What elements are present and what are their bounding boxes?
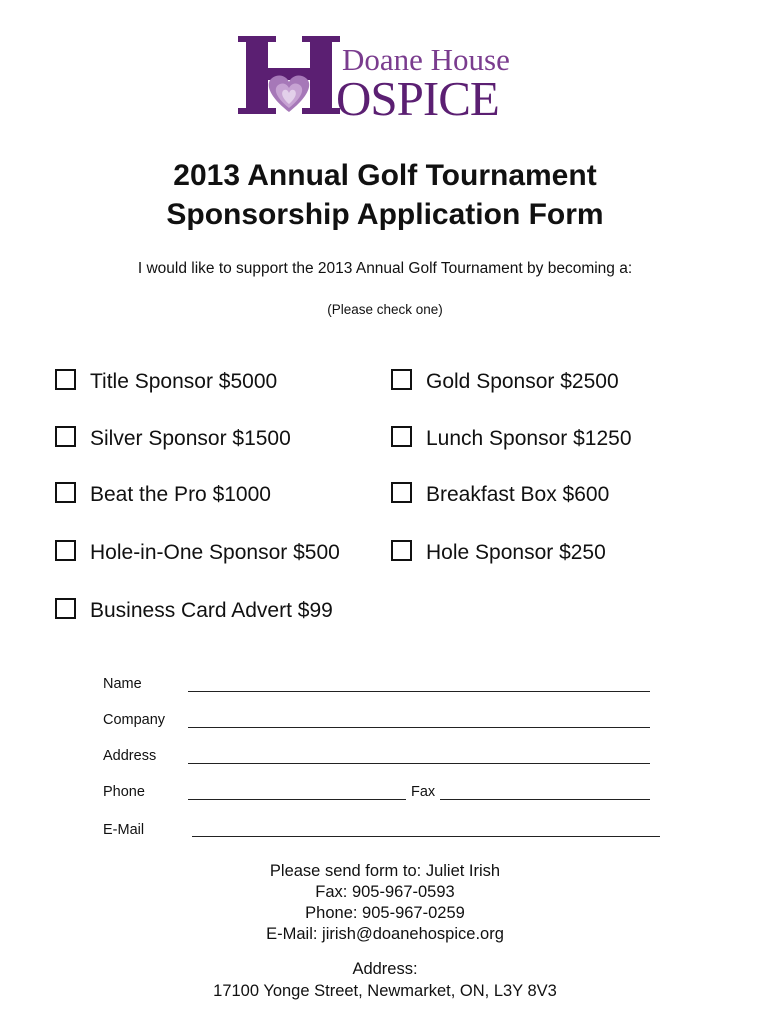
option-beat-the-pro[interactable] [55, 483, 271, 507]
option-business-card-advert[interactable] [55, 599, 333, 623]
checkbox[interactable] [55, 598, 76, 619]
option-breakfast-box[interactable] [391, 483, 609, 507]
company-label: Company [103, 712, 166, 728]
name-label: Name [103, 676, 142, 692]
option-label: Lunch Sponsor $1250 [426, 427, 632, 450]
check-note: (Please check one) [327, 302, 443, 317]
checkbox[interactable] [391, 482, 412, 503]
option-label: Silver Sponsor $1500 [90, 427, 291, 450]
footer-email: E-Mail: jirish@doanehospice.org [266, 925, 504, 943]
email-label: E-Mail [103, 822, 145, 838]
checkbox[interactable] [391, 369, 412, 390]
page-title [0, 156, 770, 234]
option-hole-in-one-sponsor[interactable] [55, 541, 340, 565]
checkbox[interactable] [391, 540, 412, 561]
checkbox[interactable] [391, 426, 412, 447]
title-line-1: 2013 Annual Golf Tournament [173, 159, 597, 192]
send-to-text: Please send form to: Juliet Irish [269, 862, 501, 880]
checkbox[interactable] [55, 482, 76, 503]
name-field[interactable] [188, 691, 650, 692]
checkbox[interactable] [55, 369, 76, 390]
phone-field[interactable] [188, 799, 406, 800]
checkbox[interactable] [55, 540, 76, 561]
company-field[interactable] [188, 727, 650, 728]
option-label: Hole-in-One Sponsor $500 [90, 541, 340, 564]
footer-address: 17100 Yonge Street, Newmarket, ON, L3Y 8V3 [213, 982, 557, 1000]
address-label: Address [103, 748, 157, 764]
intro-text: I would like to support the 2013 Annual Golf Tournament by becoming a: [137, 260, 633, 277]
email-field[interactable] [192, 836, 660, 837]
option-label: Title Sponsor $5000 [90, 370, 278, 393]
option-label: Breakfast Box $600 [426, 483, 610, 506]
option-lunch-sponsor[interactable] [391, 427, 632, 451]
title-line-2: Sponsorship Application Form [166, 198, 604, 231]
address-field[interactable] [188, 763, 650, 764]
option-label: Hole Sponsor $250 [426, 541, 606, 564]
fax-field[interactable] [440, 799, 650, 800]
footer-fax: Fax: 905-967-0593 [315, 883, 455, 901]
logo-text-doane-house: Doane House [342, 42, 510, 77]
hospice-logo [236, 32, 516, 126]
option-title-sponsor[interactable] [55, 370, 277, 394]
checkbox[interactable] [55, 426, 76, 447]
option-label: Business Card Advert $99 [90, 599, 333, 622]
logo-h-heart-icon [236, 32, 344, 118]
option-silver-sponsor[interactable] [55, 427, 291, 451]
logo-text-ospice: OSPICE [336, 71, 499, 126]
option-hole-sponsor[interactable] [391, 541, 606, 565]
footer-phone: Phone: 905-967-0259 [305, 904, 465, 922]
option-label: Gold Sponsor $2500 [426, 370, 619, 393]
phone-label: Phone [103, 784, 145, 800]
fax-label: Fax [411, 784, 436, 800]
footer-address-label: Address: [352, 960, 418, 978]
option-label: Beat the Pro $1000 [90, 483, 271, 506]
option-gold-sponsor[interactable] [391, 370, 619, 394]
